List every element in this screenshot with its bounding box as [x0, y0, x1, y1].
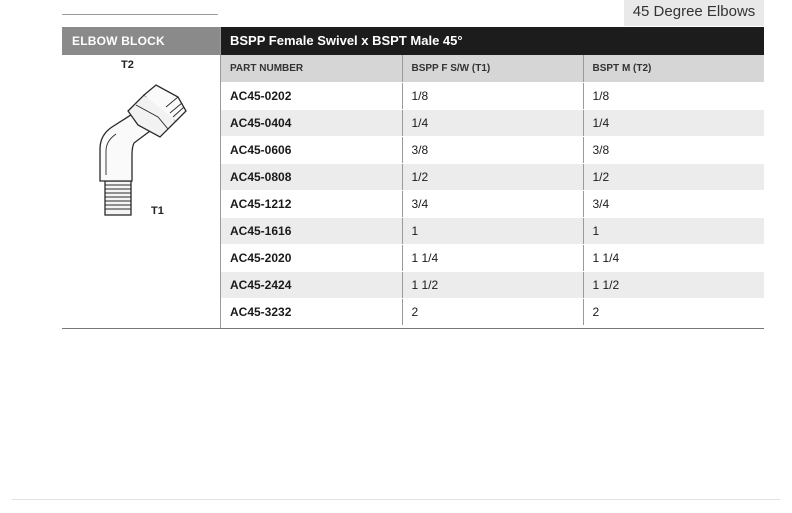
t1-size-cell: 1 1/2 — [402, 272, 583, 299]
table-row — [221, 272, 764, 299]
product-block — [62, 27, 764, 329]
part-number-cell: AC45-1212 — [221, 191, 402, 218]
t2-size-cell: 1/8 — [583, 83, 764, 110]
table-row — [221, 218, 764, 245]
t2-size-cell: 1/4 — [583, 110, 764, 137]
column-header-t2: BSPT M (T2) — [583, 55, 764, 83]
t1-size-cell: 1/2 — [402, 164, 583, 191]
table-row — [221, 110, 764, 137]
t2-size-cell: 1/2 — [583, 164, 764, 191]
part-number-cell: AC45-2020 — [221, 245, 402, 272]
top-divider — [62, 14, 218, 15]
t1-size-cell: 1 — [402, 218, 583, 245]
t2-size-cell: 3/8 — [583, 137, 764, 164]
t1-size-cell: 1/4 — [402, 110, 583, 137]
part-number-cell: AC45-0202 — [221, 83, 402, 110]
part-number-cell: AC45-3232 — [230, 305, 292, 319]
table-title: BSPP Female Swivel x BSPT Male 45° — [221, 27, 764, 55]
t1-size-cell: 2 — [402, 299, 583, 326]
table-header-row — [221, 55, 764, 83]
table-row — [221, 137, 764, 164]
elbow-block-header: ELBOW BLOCK — [62, 27, 220, 55]
table-row — [221, 83, 764, 110]
t1-size-cell: 1/8 — [402, 83, 583, 110]
t1-size-cell: 1 1/4 — [402, 245, 583, 272]
table-row — [221, 245, 764, 272]
t2-size-cell: 1 1/2 — [583, 272, 764, 299]
part-number-cell: AC45-0606 — [221, 137, 402, 164]
t2-size-cell: 1 1/4 — [583, 245, 764, 272]
part-number-cell: AC45-0808 — [221, 164, 402, 191]
table-row — [221, 191, 764, 218]
section-tag — [624, 0, 764, 26]
part-number-cell: AC45-2424 — [221, 272, 402, 299]
t1-size-cell: 3/8 — [402, 137, 583, 164]
t2-label: T2 — [121, 59, 134, 71]
t1-label: T1 — [151, 205, 164, 217]
elbow-fitting-image — [62, 55, 220, 217]
footer-divider — [12, 499, 780, 500]
block-bottom-rule — [62, 328, 764, 329]
t1-size-cell: 3/4 — [402, 191, 583, 218]
t2-size-cell: 2 — [583, 299, 764, 326]
column-header-t1: BSPP F S/W (T1) — [402, 55, 583, 83]
part-number-cell: AC45-0404 — [221, 110, 402, 137]
table-row — [221, 164, 764, 191]
t2-size-cell: 1 — [583, 218, 764, 245]
t2-size-cell: 3/4 — [583, 191, 764, 218]
part-number-cell: AC45-1616 — [221, 218, 402, 245]
spec-table-column — [221, 27, 764, 325]
table-row — [221, 299, 764, 326]
spec-table — [221, 55, 764, 325]
elbow-block-column — [62, 27, 221, 328]
column-header-part-number: PART NUMBER — [221, 55, 402, 83]
section-tag-label: 45 Degree Elbows — [632, 3, 756, 20]
